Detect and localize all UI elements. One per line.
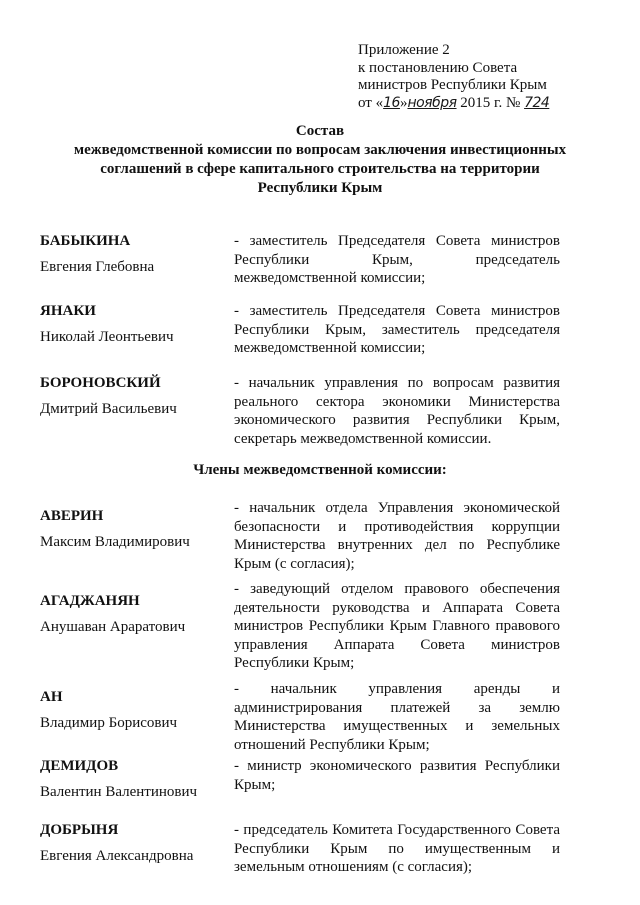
person-duty: - начальник отдела Управления экономической безопасности и противодействия коррупции Министерства внутренних дел по Республике Крым (с согласия); (234, 500, 560, 572)
person-duty: - министр экономического развития Республики Крым; (234, 758, 560, 793)
person-surname: ЯНАКИ (40, 303, 96, 319)
person-surname: БОРОНОВСКИЙ (40, 375, 161, 391)
appendix-line-2: к постановлению Совета (358, 59, 518, 76)
handwritten-number: 724 (524, 94, 550, 111)
title-line-2: соглашений в сфере капитального строительства на территории (100, 161, 540, 177)
person-duty: - заместитель Председателя Совета министров Республики Крым, председатель межведомственной комиссии; (234, 233, 560, 286)
person-given-name: Евгения Александровна (40, 848, 194, 864)
person-surname: АГАДЖАНЯН (40, 593, 140, 609)
person-name (40, 821, 230, 865)
person-given-name: Владимир Борисович (40, 715, 178, 731)
title-heading: Состав (295, 123, 345, 139)
person-surname: ДЕМИДОВ (40, 758, 119, 774)
person-duty: - заместитель Председателя Совета министров Республики Крым, заместитель председателя межведомственной комиссии; (234, 303, 560, 356)
person-duty: - председатель Комитета Государственного Совета Республики Крым по имущественным и земельным отношениям (с согласия); (234, 822, 560, 875)
person-name (40, 302, 230, 346)
person-given-name: Анушаван Араратович (40, 619, 186, 635)
appendix-line-1: Приложение 2 (358, 42, 450, 58)
person-surname: АН (40, 689, 63, 705)
person-name (40, 757, 230, 801)
person-given-name: Валентин Валентинович (40, 784, 198, 800)
date-prefix: от « (358, 94, 384, 111)
person-name (40, 688, 230, 732)
person-given-name: Николай Леонтьевич (40, 329, 174, 345)
person-duty: - заведующий отделом правового обеспечения деятельности руководства и Аппарата Совета министров Республики Крым Главного правового управления Аппарата Совета министров Республики Крым; (234, 581, 560, 671)
person-given-name: Евгения Глебовна (40, 259, 155, 275)
appendix-date-line (358, 95, 598, 113)
person-given-name: Максим Владимирович (40, 534, 190, 550)
date-mid: » (399, 94, 408, 111)
document-title (40, 122, 600, 198)
handwritten-day: 16 (383, 94, 400, 111)
person-surname: БАБЫКИНА (40, 233, 131, 249)
handwritten-month: ноября (407, 94, 457, 111)
person-duty: - начальник управления аренды и администрирования платежей за землю Министерства имущественных и земельных отношений Республики Крым; (234, 681, 560, 753)
person-surname: ДОБРЫНЯ (40, 822, 119, 838)
person-name (40, 507, 230, 551)
appendix-block (358, 42, 598, 112)
appendix-line-3: министров Республики Крым (358, 77, 547, 93)
person-given-name: Дмитрий Васильевич (40, 401, 177, 417)
date-year: 2015 г. № (460, 94, 521, 111)
person-name (40, 592, 230, 636)
title-line-1: межведомственной комиссии по вопросам заключения инвестиционных (73, 142, 567, 158)
title-line-3: Республики Крым (257, 180, 383, 196)
person-surname: АВЕРИН (40, 508, 104, 524)
person-name (40, 374, 230, 418)
person-name (40, 232, 230, 276)
person-duty: - начальник управления по вопросам развития реального сектора экономики Министерства экономического развития Республики Крым, секретарь межведомственной комиссии. (234, 375, 560, 447)
members-heading: Члены межведомственной комиссии: (193, 462, 447, 478)
